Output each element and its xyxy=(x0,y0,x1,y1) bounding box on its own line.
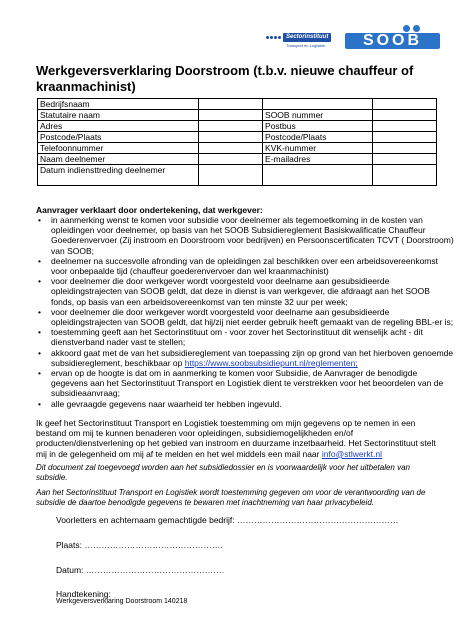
form-input-cell[interactable] xyxy=(198,165,262,186)
table-row xyxy=(38,154,437,165)
place-field[interactable]: Plaats: …………………………………………. xyxy=(56,540,223,550)
signature-field[interactable]: Handtekening: xyxy=(56,589,111,599)
form-label-cell: Adres xyxy=(38,121,199,132)
list-item: • deelnemer na succesvolle afronding van de opleidingen zal beschikken over een arbeidsovereenkomst voor onbepaalde tijd (chauffeur goederenvervoer dan wel kraanmachinist) xyxy=(51,256,455,276)
form-input-cell[interactable] xyxy=(198,132,262,143)
form-label-cell: SOOB nummer xyxy=(263,110,373,121)
form-input-cell[interactable] xyxy=(372,165,436,186)
list-item: • in aanmerking wenst te komen voor subsidie voor deelnemer als tegemoetkoming in de kosten van opleidingen voor deelnemer, op basis van het SOOB Subsidiereglement Basiskwalificatie Chauffeur Goederenvervoer (Zij instroom en Doorstroom voor bedrijven) en Persoonscertificaten TCVT ( Doorstroom) van SOOB; xyxy=(51,215,455,256)
list-item: • voor deelnemer die door werkgever wordt voorgesteld voor deelname aan gesubsidieerde opleidingstrajecten van SOOB geldt, dat hij/zij niet eerder gebruik heeft gemaakt van de regeling BBL-er is; xyxy=(51,307,455,327)
form-input-cell[interactable] xyxy=(198,154,262,165)
reglementen-link[interactable]: https://www.soobsubsidiepunt.nl/reglementen; xyxy=(184,357,358,368)
table-row xyxy=(38,132,437,143)
soob-logo-text: SOOB xyxy=(362,32,423,49)
list-item: • toestemming geeft aan het Sectorinstituut om - voor zover het Sectorinstituut dit wenselijk acht - dit dienstverband nader vast te stellen; xyxy=(51,327,455,347)
form-label-cell: Postcode/Plaats xyxy=(263,132,373,143)
sectorinstituut-logo-text: Sectorinstituut xyxy=(283,33,331,42)
name-field[interactable]: Voorletters en achternaam gemachtigde bedrijf: ………………………………………………… xyxy=(56,515,399,525)
table-row xyxy=(38,121,437,132)
form-input-cell[interactable] xyxy=(198,143,262,154)
logo-dots-icon xyxy=(266,36,281,39)
form-input-cell[interactable] xyxy=(372,99,436,110)
list-item: • voor deelnemer die door werkgever wordt voorgesteld voor deelname aan gesubsidieerde opleidingstrajecten van SOOB geldt, dat deze in dienst is van werkgever, die afdraagt aan het SOOB fonds, op basis van een arbeidsovereenkomst van ten minste 32 uur per week; xyxy=(51,276,455,307)
table-row xyxy=(38,165,437,186)
page-title: Werkgeversverklaring Doorstroom (t.b.v. nieuwe chauffeur of kraanmachinist) xyxy=(36,63,414,94)
form-label-cell: KVK-nummer xyxy=(263,143,373,154)
form-label-cell: Postbus xyxy=(263,121,373,132)
table-row xyxy=(38,143,437,154)
form-label-cell: Bedrijfsnaam xyxy=(38,99,199,110)
note-dossier: Dit document zal toegevoegd worden aan het subsidiedossier en is voorwaardelijk voor het uitbetalen van subsidie. xyxy=(36,463,411,482)
form-input-cell[interactable] xyxy=(372,110,436,121)
table-row xyxy=(38,110,437,121)
note-privacy: Aan het Sectorinstituut Transport en Logistiek wordt toestemming gegeven om voor de verantwoording van de subsidie de daartoe benodigde gegevens te bewaren met inachtneming van haar privacybeleid. xyxy=(36,488,426,507)
form-input-cell[interactable] xyxy=(198,121,262,132)
consent-email-link[interactable]: info@stlwerkt.nl xyxy=(321,448,382,459)
date-field[interactable]: Datum: …………………………………………. xyxy=(56,565,225,575)
sectorinstituut-logo xyxy=(266,33,331,48)
footer-text: Werkgeversverklaring Doorstroom 140218 xyxy=(56,598,188,605)
form-input-cell[interactable] xyxy=(198,99,262,110)
form-input-cell[interactable] xyxy=(372,132,436,143)
table-row xyxy=(38,99,437,110)
list-item: • alle gevraagde gegevens naar waarheid ter hebben ingevuld. xyxy=(51,399,455,409)
form-label-cell: Datum indiensttreding deelnemer xyxy=(38,165,199,186)
list-item-text: akkoord gaat met de van het subsidiereglement van toepassing zijn op grond van het hierboven genoemde subsidiereglement, beschikbaar op xyxy=(51,347,454,368)
soob-logo xyxy=(345,25,440,51)
company-form-table xyxy=(37,98,437,186)
form-label-cell xyxy=(263,99,373,110)
list-item: • ervan op de hoogte is dat om in aanmerking te komen voor Subsidie, de Aanvrager de benodigde gegevens aan het Sectorinstituut Transport en Logistiek dient te verstrekken voor het beoordelen van de subsidieaanvraag; xyxy=(51,368,455,399)
form-label-cell: Statutaire naam xyxy=(38,110,199,121)
list-item xyxy=(51,348,455,368)
declaration-title: Aanvrager verklaart door ondertekening, dat werkgever: xyxy=(36,205,263,215)
consent-text: Ik geef het Sectorinstituut Transport en Logistiek toestemming om mijn gegevens op te nemen in een bestand om mij te kunnen benaderen voor opleidingen, subsidiemogelijkheden en/of producten/dienstverlening op het gebied van instroom en duurzame inzetbaarheid. Het Sectorinstituut stelt mij in de gelegenheid om mij af te melden en het wel middels een mail naar xyxy=(36,418,436,459)
declaration-list xyxy=(36,215,455,409)
sectorinstituut-logo-subtext: Transport en Logistiek xyxy=(286,43,326,48)
form-label-cell: Naam deelnemer xyxy=(38,154,199,165)
consent-paragraph xyxy=(36,418,441,459)
form-label-cell: E-mailadres xyxy=(263,154,373,165)
form-input-cell[interactable] xyxy=(198,110,262,121)
form-input-cell[interactable] xyxy=(372,154,436,165)
form-label-cell: Telefoonnummer xyxy=(38,143,199,154)
form-label-cell xyxy=(263,165,373,186)
form-input-cell[interactable] xyxy=(372,121,436,132)
form-input-cell[interactable] xyxy=(372,143,436,154)
form-label-cell: Postcode/Plaats xyxy=(38,132,199,143)
